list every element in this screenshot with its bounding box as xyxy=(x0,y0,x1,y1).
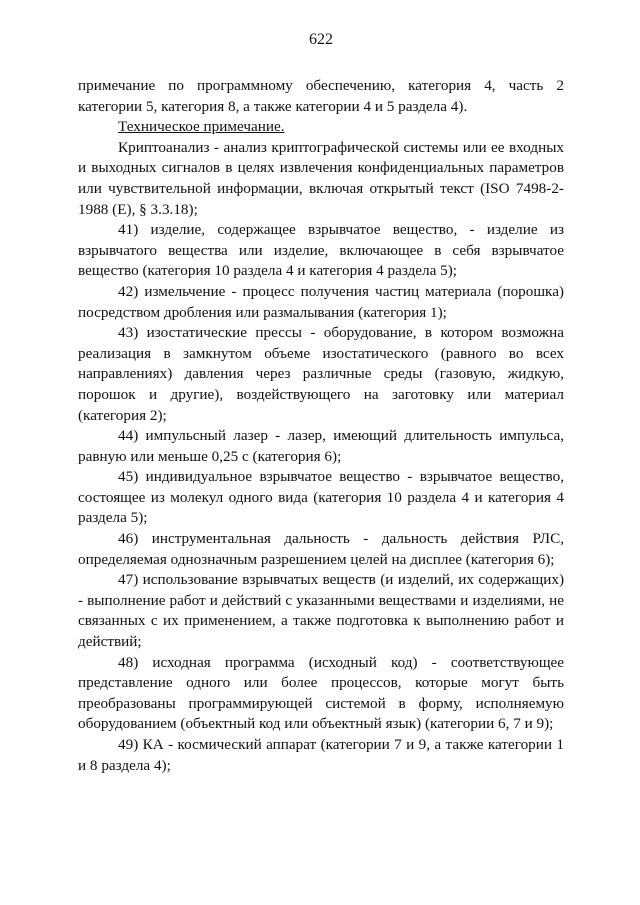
paragraph-continuation: примечание по программному обеспечению, категория 4, часть 2 категории 5, категория 8, а также категории 4 и 5 раздела 4). xyxy=(78,77,564,115)
paragraph-46: 46) инструментальная дальность - дальность действия РЛС, определяемая однозначным разрешением целей на дисплее (категория 6); xyxy=(78,530,564,568)
paragraph-49: 49) КА - космический аппарат (категории 7 и 9, а также категории 1 и 8 раздела 4); xyxy=(78,736,564,774)
document-page xyxy=(78,30,564,776)
technical-note-heading: Техническое примечание. xyxy=(118,118,285,136)
paragraph-43: 43) изостатические прессы - оборудование, в котором возможна реализация в замкнутом объеме изостатического (равного во всех направлениях) давления через различные среды (газовую, жидкую, порошок и другие), воздействующего на заготовку или материал (категория 2); xyxy=(78,324,564,424)
paragraph-47: 47) использование взрывчатых веществ (и изделий, их содержащих) - выполнение работ и действий с указанными веществами и изделиями, не связанных с их применением, а также подготовка к выполнению работ и действий; xyxy=(78,571,564,651)
paragraph-cryptanalysis: Криптоанализ - анализ криптографической системы или ее входных и выходных сигналов в целях извлечения конфиденциальных параметров или чувствительной информации, включая открытый текст (ISO 7498-2-1988 (E), § 3.3.18); xyxy=(78,138,564,218)
paragraph-45: 45) индивидуальное взрывчатое вещество - взрывчатое вещество, состоящее из молекул одного вида (категория 10 раздела 4 и категория 4 раздела 5); xyxy=(78,468,564,527)
paragraph-41: 41) изделие, содержащее взрывчатое вещество, - изделие из взрывчатого вещества или изделие, включающее в себя взрывчатое вещество (категория 10 раздела 4 и категория 4 раздела 5); xyxy=(78,221,564,280)
page-number: 622 xyxy=(309,31,333,48)
paragraph-44: 44) импульсный лазер - лазер, имеющий длительность импульса, равную или меньше 0,25 с (категория 6); xyxy=(78,427,564,465)
paragraph-42: 42) измельчение - процесс получения частиц материала (порошка) посредством дробления или размалывания (категория 1); xyxy=(78,282,564,321)
paragraph-48: 48) исходная программа (исходный код) - соответствующее представление одного или более процессов, которые могут быть преобразованы программирующей системой в форму, исполняемую оборудованием (объектный код или объектный язык) (категории 6, 7 и 9); xyxy=(78,653,564,733)
